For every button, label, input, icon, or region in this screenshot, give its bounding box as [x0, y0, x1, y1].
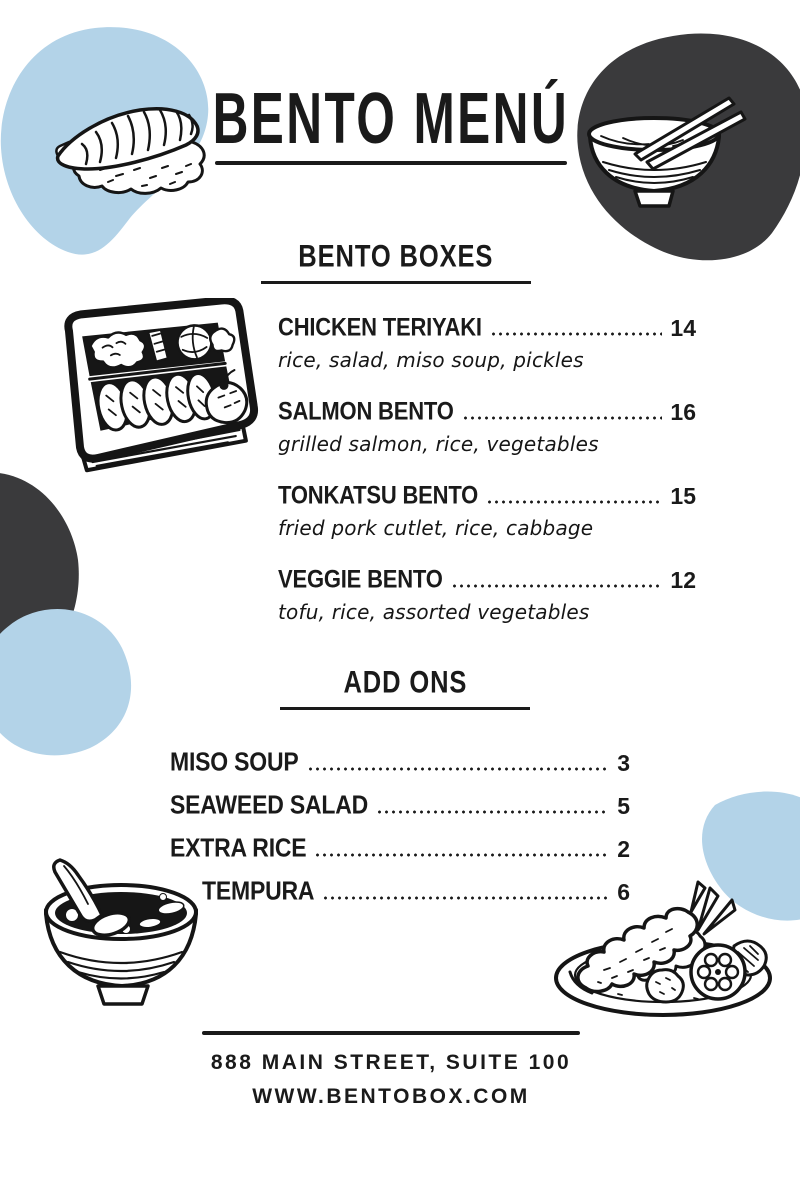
header: [0, 79, 782, 165]
item-price: 2: [617, 836, 630, 862]
dotted-leader: [451, 582, 663, 590]
footer-website: WWW.BENTOBOX.COM: [252, 1084, 530, 1108]
section-heading-label: BENTO BOXES: [298, 239, 494, 274]
menu-item-salmon-bento: [278, 396, 696, 480]
blob-mid-left-blue: [0, 609, 131, 755]
item-name: SALMON BENTO: [278, 396, 454, 425]
footer-divider: [202, 1031, 580, 1035]
item-description: fried pork cutlet, rice, cabbage: [278, 516, 594, 540]
item-price: 3: [617, 750, 630, 776]
menu-item-extra-rice: [170, 833, 630, 863]
item-name: VEGGIE BENTO: [278, 564, 443, 593]
dotted-leader: [376, 808, 609, 816]
item-description: tofu, rice, assorted vegetables: [278, 600, 590, 624]
item-price: 12: [670, 567, 696, 593]
dotted-leader: [322, 894, 609, 902]
item-price: 16: [670, 399, 696, 425]
menu-item-tonkatsu-bento: [278, 480, 696, 564]
item-price: 5: [617, 793, 630, 819]
item-name: MISO SOUP: [170, 746, 299, 776]
item-price: 6: [617, 879, 630, 905]
menu-item-miso-soup: [170, 747, 630, 777]
item-name: EXTRA RICE: [170, 832, 307, 862]
dotted-leader: [490, 330, 663, 338]
menu-item-veggie-bento: [278, 564, 696, 648]
footer-address: 888 MAIN STREET, SUITE 100: [210, 1050, 572, 1074]
menu-item-seaweed-salad: [170, 790, 630, 820]
page-title: BENTO MENÚ: [212, 79, 570, 160]
section-heading-add-ons: [280, 665, 530, 710]
item-price: 14: [670, 315, 696, 341]
dotted-leader: [307, 765, 610, 773]
dotted-leader: [486, 498, 662, 506]
item-description: rice, salad, miso soup, pickles: [278, 348, 584, 372]
item-name: SEAWEED SALAD: [170, 789, 369, 819]
bento-boxes-list: [278, 312, 696, 648]
section-heading-label: ADD ONS: [343, 665, 467, 700]
dotted-leader: [462, 414, 663, 422]
item-name: TEMPURA: [202, 875, 315, 905]
section-heading-bento-boxes: [261, 239, 531, 284]
item-price: 15: [670, 483, 696, 509]
title-underline: [215, 161, 567, 165]
item-description: grilled salmon, rice, vegetables: [278, 432, 599, 456]
footer: [201, 1031, 581, 1109]
bento-box-illustration: [38, 298, 264, 480]
add-ons-list: [170, 747, 630, 919]
item-name: TONKATSU BENTO: [278, 480, 479, 509]
menu-item-chicken-teriyaki: [278, 312, 696, 396]
dotted-leader: [314, 851, 609, 859]
menu-item-tempura: [170, 876, 630, 906]
item-name: CHICKEN TERIYAKI: [278, 312, 482, 341]
